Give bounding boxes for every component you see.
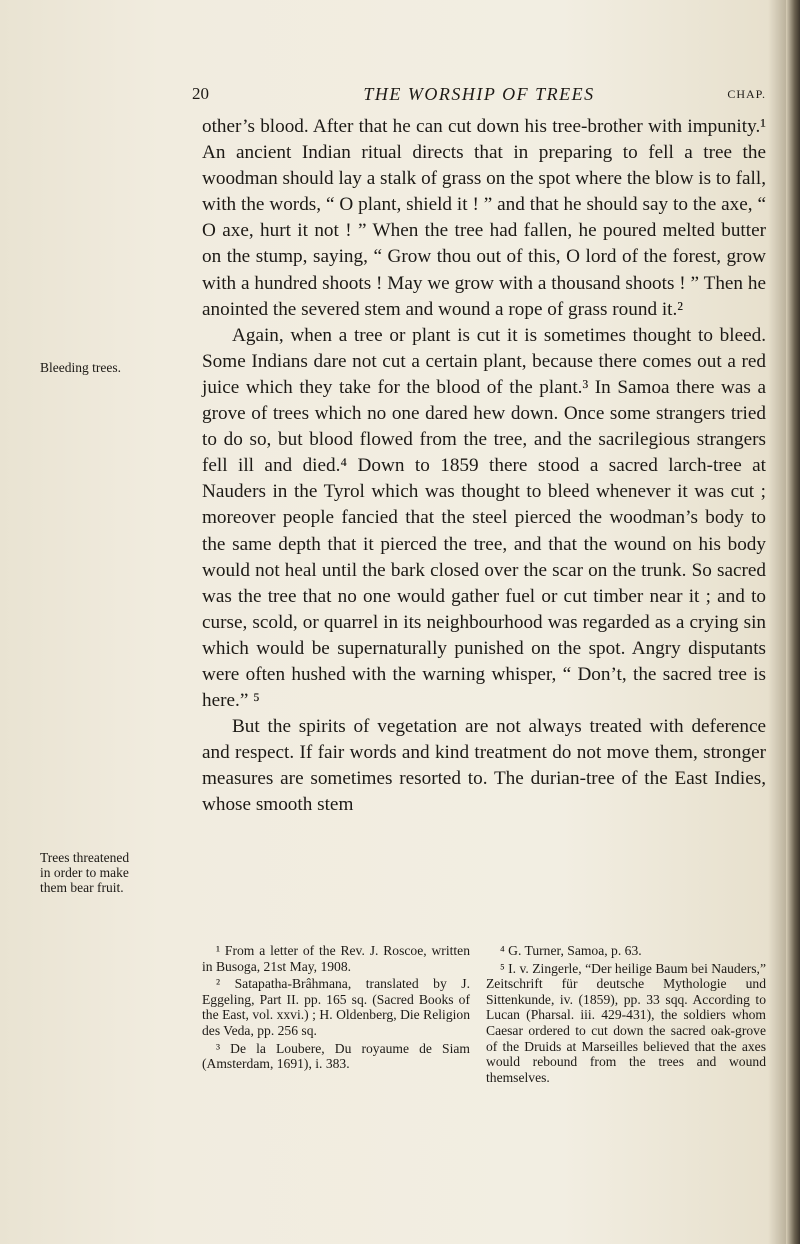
footnote: ¹ From a letter of the Rev. J. Roscoe, written in Busoga, 21st May, 1908. bbox=[202, 943, 470, 974]
paragraph: Again, when a tree or plant is cut it is sometimes thought to bleed. Some Indians dare not cut a certain plant, because there comes out a red juice which they take for the blood of the plant.³ In Samoa there was a grove of trees which no one dared hew down. Once some strangers tried to do so, but blood flowed from the tree, and the sacrilegious strangers fell ill and died.⁴ Down to 1859 there stood a sacred larch-tree at Nauders in the Tyrol which was thought to bleed whenever it was cut ; moreover people fancied that the steel pierced the woodman’s body to the same depth that it pierced the tree, and that the wound on his body would not heal until the bark closed over the scar on the trunk. So sacred was the tree that no one would gather fuel or cut timber near it ; and to curse, scold, or quarrel in its neighbourhood was regarded as a crying sin which would be supernaturally punished on the spot. Angry disputants were often hushed with the warning whisper, “ Don’t, the sacred tree is here.” ⁵ bbox=[202, 324, 766, 712]
page-number: 20 bbox=[192, 84, 209, 103]
footnotes bbox=[202, 943, 766, 1143]
footnote: ⁵ I. v. Zingerle, “Der heilige Baum bei Nauders,” Zeitschrift für deutsche Mythologie und Sittenkunde, iv. (1859), pp. 33 sqq. According to Lucan (Pharsal. iii. 429-431), the soldiers whom Caesar ordered to cut down the sacred oak-grove of the Druids at Marseilles believed that the axes would rebound from the trees and wound themselves. bbox=[486, 960, 766, 1085]
footnote: ³ De la Loubere, Du royaume de Siam (Amsterdam, 1691), i. 383. bbox=[202, 1040, 470, 1072]
body-text bbox=[202, 114, 766, 819]
margin-note-bleeding-trees: Bleeding trees. bbox=[40, 360, 121, 375]
page-edge bbox=[786, 0, 800, 1244]
paragraph: other’s blood. After that he can cut down his tree-brother with impunity.¹ An ancient Indian ritual directs that in preparing to fell a tree the woodman should lay a stalk of grass on the spot where the blow is to fall, with the words, “ O plant, shield it ! ” and that he should say to the axe, “ O axe, hurt it not ! ” When the tree had fallen, he poured melted butter on the stump, saying, “ Grow thou out of this, O lord of the forest, grow with a hundred shoots ! May we grow with a thousand shoots ! ” Then he anointed the severed stem and wound a rope of grass round it.² bbox=[202, 116, 766, 320]
chapter-label: CHAP. bbox=[727, 87, 766, 101]
footnote: ² Satapatha-Brâhmana, translated by J. Eggeling, Part II. pp. 165 sq. (Sacred Books of the East, vol. xxvi.) ; H. Oldenberg, Die Religion des Veda, pp. 256 sq. bbox=[202, 976, 470, 1038]
footnote: ⁴ G. Turner, Samoa, p. 63. bbox=[500, 943, 642, 958]
footnotes-left-column bbox=[202, 943, 470, 1074]
paragraph: But the spirits of vegetation are not always treated with deference and respect. If fair words and kind treatment do not move them, stronger measures are sometimes resorted to. The durian-tree of the East Indies, whose smooth stem bbox=[202, 716, 766, 816]
footnotes-right-column bbox=[486, 943, 766, 1087]
margin-note-trees-threatened: Trees threatened in order to make them bear fruit. bbox=[40, 850, 130, 895]
running-title: THE WORSHIP OF TREES bbox=[363, 84, 595, 104]
running-header bbox=[192, 84, 766, 108]
